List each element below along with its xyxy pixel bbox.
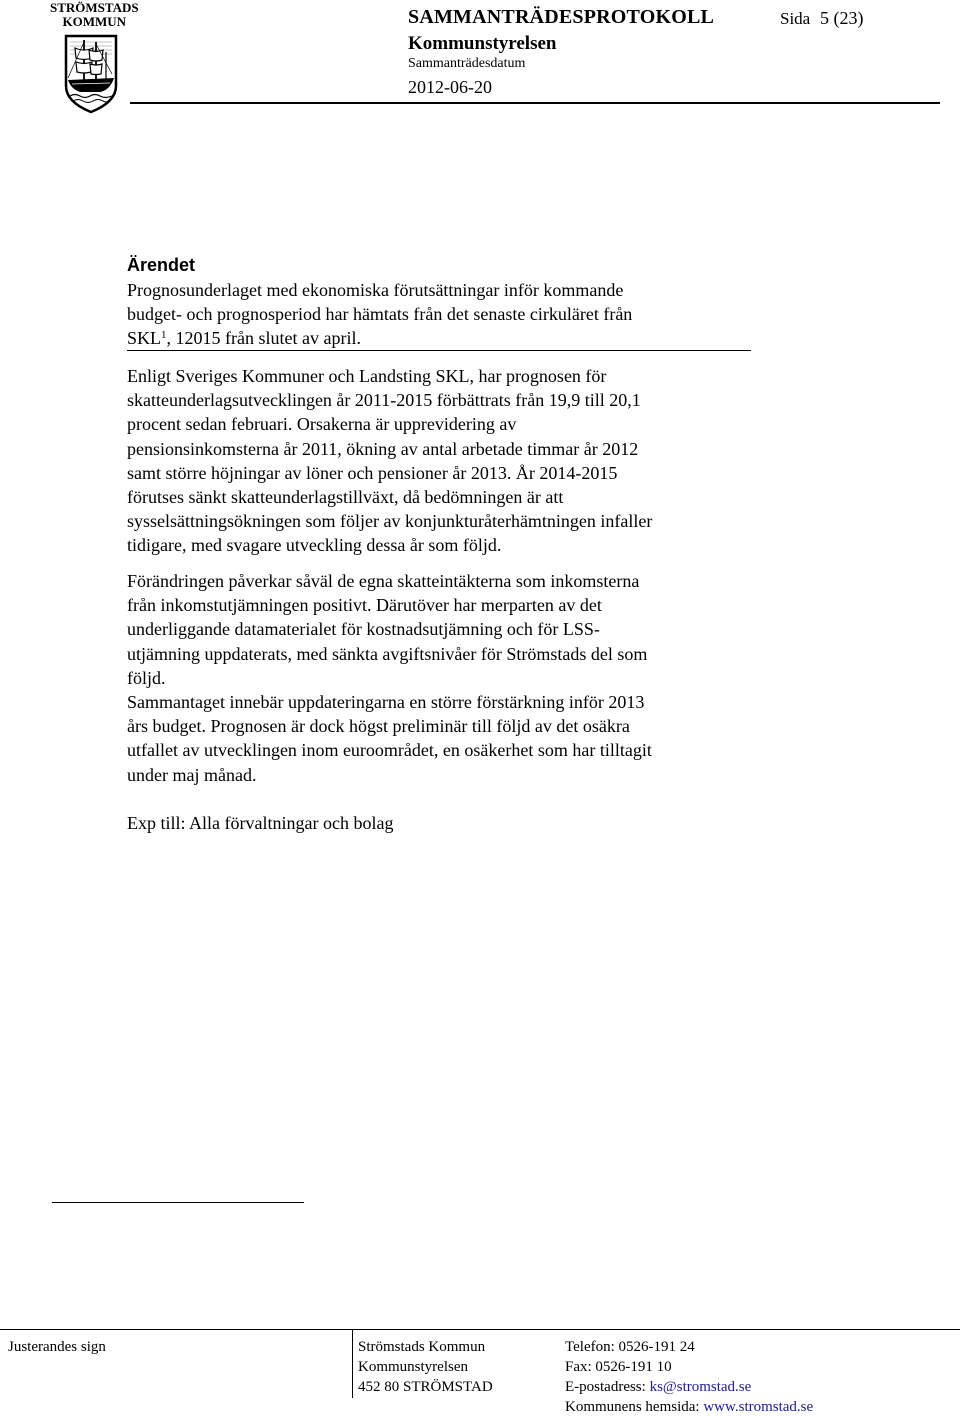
footnote-reference[interactable]: 1 [161, 329, 167, 342]
text-line: följd. [127, 667, 166, 688]
text-line: sysselsättningsökningen som följer av konjunkturåterhämtningen infaller [127, 511, 653, 532]
text-line: års budget. Prognosen är dock högst preliminär till följd av det osäkra [127, 716, 630, 737]
text-line: pensionsinkomsterna år 2011, ökning av antal arbetade timmar år 2012 [127, 438, 639, 459]
paragraph-changes [127, 569, 647, 690]
text-line [127, 326, 632, 350]
paragraph-summary [127, 690, 652, 787]
page-label: Sida [780, 9, 811, 28]
text-fragment: SKL [127, 328, 162, 349]
footer-divider [0, 1329, 960, 1330]
text-line: förutses sänkt skatteunderlagstillväxt, då bedömningen är att [127, 487, 564, 508]
fax-label: Fax: [565, 1359, 592, 1375]
website-line [565, 1397, 813, 1417]
body-name: Kommunstyrelsen [408, 33, 557, 54]
document-title: SAMMANTRÄDESPROTOKOLL [408, 6, 715, 28]
meeting-date-label: Sammanträdesdatum [408, 56, 526, 71]
email-line [565, 1377, 813, 1397]
address-line: Kommunstyrelsen [358, 1359, 468, 1375]
text-line: Prognosunderlaget med ekonomiska förutsättningar inför kommande [127, 280, 624, 300]
address-line: 452 80 STRÖMSTAD [358, 1379, 493, 1395]
org-name [50, 1, 139, 29]
text-line: tidigare, med svagare utveckling dessa år som följd. [127, 535, 502, 556]
text-line: Enligt Sveriges Kommuner och Landsting SKL, har prognosen för [127, 366, 607, 386]
text-underline [127, 350, 751, 351]
phone-number: 0526-191 24 [618, 1339, 695, 1355]
website-label: Kommunens hemsida: [565, 1399, 700, 1415]
address-line: Strömstads Kommun [358, 1339, 486, 1355]
signature-label: Justerandes sign [8, 1339, 106, 1355]
org-name-line1: STRÖMSTADS [50, 0, 139, 15]
email-label: E-postadress: [565, 1379, 646, 1395]
phone-label: Telefon: [565, 1339, 615, 1355]
text-fragment: , 12015 från slutet av april. [166, 328, 361, 349]
footer-address [358, 1337, 493, 1397]
paragraph-skl-forecast [127, 364, 652, 558]
text-line: från inkomstutjämningen positivt. Därutöver har merparten av det [127, 595, 602, 616]
text-line: utjämning uppdaterats, med sänkta avgiftsnivåer för Strömstads del som [127, 643, 648, 664]
text-line: samt större höjningar av löner och pensioner år 2013. År 2014-2015 [127, 462, 618, 483]
website-link[interactable]: www.stromstad.se [703, 1399, 814, 1415]
text-line: budget- och prognosperiod har hämtats från det senaste cirkuläret från [127, 304, 633, 325]
distribution-line: Exp till: Alla förvaltningar och bolag [127, 813, 394, 833]
text-line: under maj månad. [127, 764, 257, 785]
text-line: Sammantaget innebär uppdateringarna en större förstärkning inför 2013 [127, 692, 645, 712]
meeting-date: 2012-06-20 [408, 77, 492, 97]
text-line: procent sedan februari. Orsakerna är upprevidering av [127, 414, 517, 435]
footer-contact [565, 1337, 813, 1417]
fax-number: 0526-191 10 [595, 1359, 672, 1375]
page-number: 5 (23) [820, 8, 864, 28]
email-link[interactable]: ks@stromstad.se [649, 1379, 752, 1395]
text-line: Förändringen påverkar såväl de egna skatteintäkterna som inkomsterna [127, 571, 640, 591]
text-line: underliggande datamaterialet för kostnadsutjämning och för LSS- [127, 619, 600, 640]
footer-column-divider [352, 1329, 353, 1398]
section-heading: Ärendet [127, 255, 196, 275]
text-line: skatteunderlagsutvecklingen år 2011-2015 förbättrats från 19,9 till 20,1 [127, 390, 641, 411]
municipal-crest-icon [62, 34, 120, 114]
org-name-line2: KOMMUN [62, 14, 127, 29]
text-line: utfallet av utvecklingen inom euroområdet, en osäkerhet som har tilltagit [127, 740, 652, 761]
phone-line [565, 1337, 813, 1377]
footnote-divider [52, 1202, 304, 1203]
paragraph-background [127, 278, 632, 351]
header-divider [130, 102, 940, 104]
